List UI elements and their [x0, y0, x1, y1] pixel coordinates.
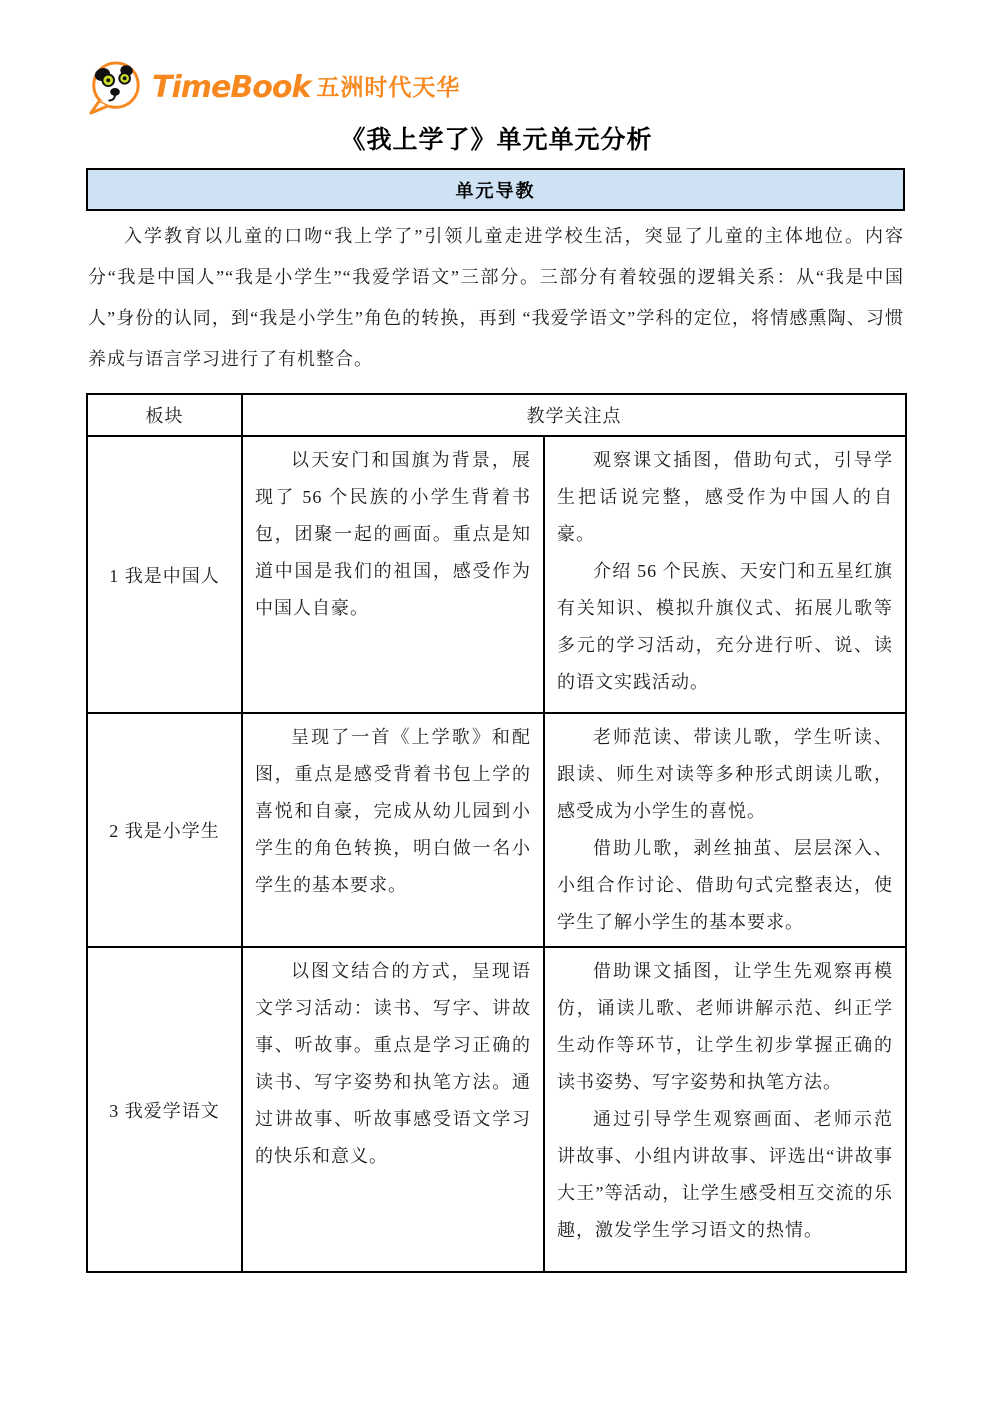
teaching-paragraph: 通过引导学生观察画面、老师示范讲故事、小组内讲故事、评选出“讲故事大王”等活动，让学生感受相互交流的乐趣，激发学生学习语文的热情。 — [557, 1109, 893, 1240]
logo-company-text: 五洲时代天华 — [316, 74, 461, 101]
logo — [86, 60, 460, 116]
teaching-cell — [544, 436, 906, 713]
overview-paragraph: 以图文结合的方式，呈现语文学习活动：读书、写字、讲故事、听故事。重点是学习正确的读书、写字姿势和执笔方法。通过讲故事、听故事感受语文学习的快乐和意义。 — [255, 961, 531, 1166]
page-title: 《我上学了》单元单元分析 — [340, 126, 653, 154]
module-label: 2 我是小学生 — [87, 713, 242, 947]
teaching-paragraph: 介绍 56 个民族、天安门和五星红旗有关知识、模拟升旗仪式、拓展儿歌等多元的学习活动，充分进行听、说、读的语文实践活动。 — [557, 561, 893, 692]
table-header-row — [87, 394, 906, 436]
table-row — [87, 713, 906, 947]
column-header-focus: 教学关注点 — [242, 394, 906, 436]
teaching-paragraph: 借助儿歌，剥丝抽茧、层层深入、小组合作讨论、借助句式完整表达，使学生了解小学生的基本要求。 — [557, 838, 893, 932]
teaching-cell — [544, 947, 906, 1272]
overview-cell — [242, 947, 544, 1272]
teaching-cell — [544, 713, 906, 947]
intro-paragraph: 入学教育以儿童的口吻“我上学了”引领儿童走进学校生活，突显了儿童的主体地位。内容分“我是中国人”“我是小学生”“我爱学语文”三部分。三部分有着较强的逻辑关系：从“我是中国人”身份的认同，到“我是小学生”角色的转换，再到 “我爱学语文”学科的定位，将情感熏陶、习惯养成与语言学习进行了有机整合。 — [88, 226, 904, 369]
timebook-mascot-icon — [86, 60, 144, 116]
logo-brand-text: TimeBook — [152, 70, 311, 105]
module-label: 1 我是中国人 — [87, 436, 242, 713]
unit-analysis-table — [86, 393, 907, 1273]
section-header-label: 单元导教 — [455, 180, 536, 201]
teaching-paragraph: 观察课文插图，借助句式，引导学生把话说完整，感受作为中国人的自豪。 — [557, 450, 893, 544]
overview-cell — [242, 713, 544, 947]
table-row — [87, 947, 906, 1272]
module-label: 3 我爱学语文 — [87, 947, 242, 1272]
teaching-paragraph: 借助课文插图，让学生先观察再模仿，诵读儿歌、老师讲解示范、纠正学生动作等环节，让学生初步掌握正确的读书姿势、写字姿势和执笔方法。 — [557, 961, 893, 1092]
column-header-module: 板块 — [87, 394, 242, 436]
overview-paragraph: 呈现了一首《上学歌》和配图，重点是感受背着书包上学的喜悦和自豪，完成从幼儿园到小学生的角色转换，明白做一名小学生的基本要求。 — [255, 727, 531, 895]
overview-cell — [242, 436, 544, 713]
table-row — [87, 436, 906, 713]
teaching-paragraph: 老师范读、带读儿歌，学生听读、跟读、师生对读等多种形式朗读儿歌，感受成为小学生的喜悦。 — [557, 727, 893, 821]
overview-paragraph: 以天安门和国旗为背景，展现了 56 个民族的小学生背着书包，团聚一起的画面。重点是知道中国是我们的祖国，感受作为中国人自豪。 — [255, 450, 531, 618]
section-header-bar — [86, 168, 905, 211]
